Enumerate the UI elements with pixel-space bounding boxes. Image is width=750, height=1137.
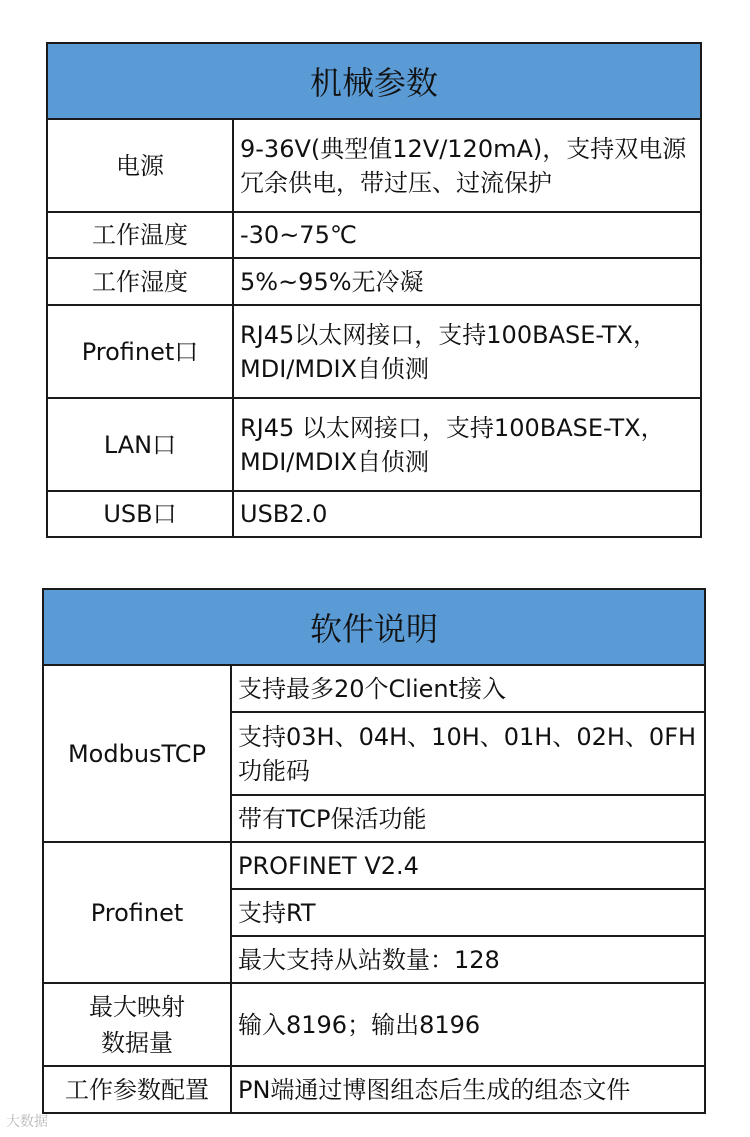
usb-port-label: USB口	[47, 491, 233, 537]
max-mapping-data-label: 最大映射数据量	[43, 983, 231, 1066]
profinet-item-version: PROFINET V2.4	[231, 842, 705, 889]
modbustcp-item-function-codes: 支持03H、04H、10H、01H、02H、0FH功能码	[231, 712, 705, 795]
work-param-config-label: 工作参数配置	[43, 1066, 231, 1113]
mechanical-params-title: 机械参数	[47, 43, 701, 119]
lan-port-value: RJ45 以太网接口，支持100BASE-TX，MDI/MDIX自侦测	[233, 398, 701, 491]
modbustcp-label: ModbusTCP	[43, 665, 231, 842]
modbustcp-item-keepalive: 带有TCP保活功能	[231, 795, 705, 842]
operating-humidity-value: 5%~95%无冷凝	[233, 258, 701, 305]
power-value: 9-36V(典型值12V/120mA)，支持双电源冗余供电，带过压、过流保护	[233, 119, 701, 212]
profinet-port-value: RJ45以太网接口，支持100BASE-TX，MDI/MDIX自侦测	[233, 305, 701, 398]
operating-humidity-label: 工作湿度	[47, 258, 233, 305]
usb-port-value: USB2.0	[233, 491, 701, 537]
watermark: 大数据	[6, 1114, 48, 1130]
software-description-title: 软件说明	[43, 589, 705, 665]
profinet-port-label: Profinet口	[47, 305, 233, 398]
work-param-config-value: PN端通过博图组态后生成的组态文件	[231, 1066, 705, 1113]
modbustcp-item-clients: 支持最多20个Client接入	[231, 665, 705, 712]
profinet-item-max-slaves: 最大支持从站数量：128	[231, 936, 705, 983]
lan-port-label: LAN口	[47, 398, 233, 491]
operating-temperature-value: -30~75℃	[233, 212, 701, 258]
operating-temperature-label: 工作温度	[47, 212, 233, 258]
power-label: 电源	[47, 119, 233, 212]
software-description-table	[42, 588, 706, 1114]
profinet-item-rt: 支持RT	[231, 889, 705, 936]
mechanical-params-table	[46, 42, 702, 538]
profinet-label: Profinet	[43, 842, 231, 983]
max-mapping-data-value: 输入8196；输出8196	[231, 983, 705, 1066]
